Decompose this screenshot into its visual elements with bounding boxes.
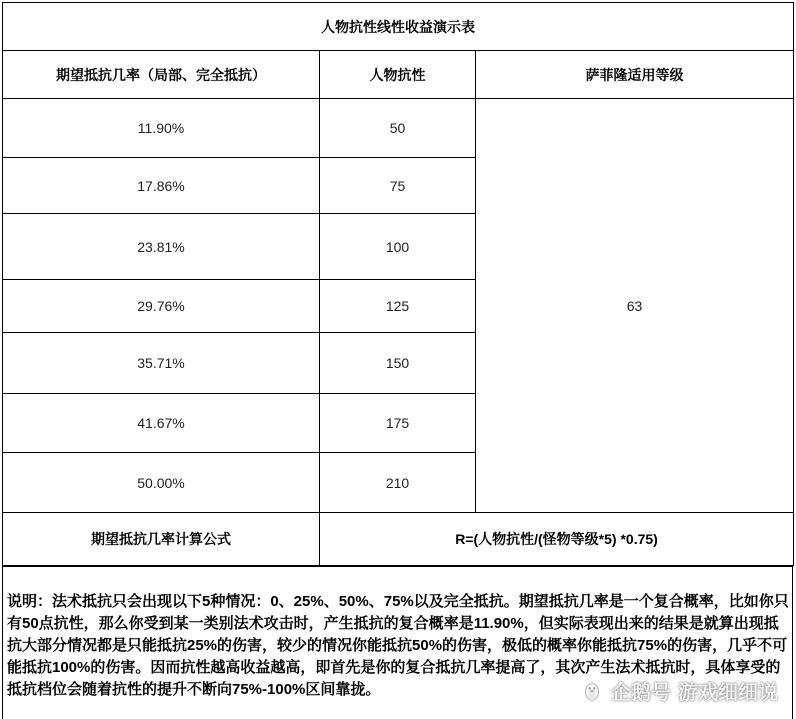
watermark-text: 企鹅号 游戏细细说 (611, 680, 778, 704)
rate-cell: 11.90% (3, 99, 320, 158)
rate-cell: 29.76% (3, 280, 320, 333)
resist-cell: 75 (320, 158, 476, 214)
header-expected-rate: 期望抵抗几率（局部、完全抵抗） (3, 51, 320, 99)
table-title: 人物抗性线性收益演示表 (3, 3, 794, 51)
resist-cell: 125 (320, 280, 476, 333)
resist-cell: 50 (320, 99, 476, 158)
resist-cell: 175 (320, 394, 476, 453)
rate-cell: 50.00% (3, 453, 320, 513)
header-level: 萨菲隆适用等级 (476, 51, 794, 99)
explanation-note: 说明：法术抵抗只会出现以下5种情况：0、25%、50%、75%以及完全抵抗。期望抵抗几率是一个复合概率，比如你只有50点抗性，那么你受到某一类别法术攻击时，产生抵抗的复合概率是11.90%，但实际表现出来的结果是就算出现抵抗大部分情况都是只能抵抗25%的伤害，较少的情况你能抵抗50%的伤害，极低的概率你能抵抗75%的伤害，几乎不可能抵抗100%的伤害。因而抗性越高收益越高，即首先是你的复合抵抗几率提高了，其次产生法术抵抗时，具体享受的抵抗档位会随着抗性的提升不断向75%-100%区间靠拢。 (2, 566, 793, 719)
level-cell: 63 (476, 99, 794, 513)
table-row (3, 99, 794, 158)
rate-cell: 41.67% (3, 394, 320, 453)
header-resistance: 人物抗性 (320, 51, 476, 99)
formula-label: 期望抵抗几率计算公式 (3, 513, 320, 566)
resistance-table (2, 2, 794, 566)
resist-cell: 210 (320, 453, 476, 513)
resist-cell: 100 (320, 214, 476, 280)
formula-value: R=(人物抗性/(怪物等级*5) *0.75) (320, 513, 794, 566)
rate-cell: 17.86% (3, 158, 320, 214)
rate-cell: 23.81% (3, 214, 320, 280)
resist-cell: 150 (320, 333, 476, 394)
rate-cell: 35.71% (3, 333, 320, 394)
